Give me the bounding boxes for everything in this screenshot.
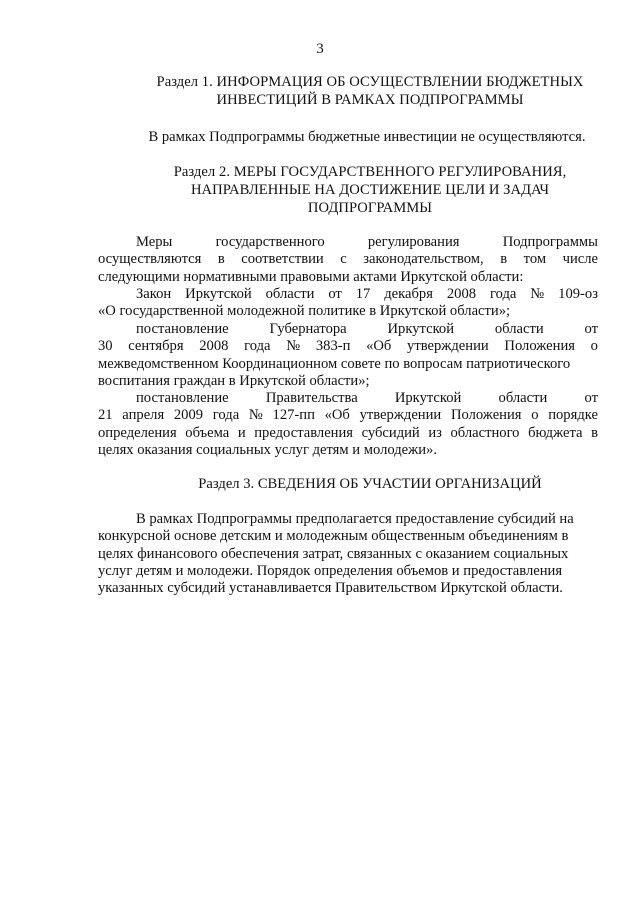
- word: в: [591, 424, 598, 441]
- word: из: [428, 424, 442, 441]
- word: том: [523, 251, 547, 268]
- law-line-2: «О государственной молодежной политике в Иркутской области»;: [98, 303, 511, 320]
- word: Положения: [450, 407, 522, 424]
- resolution-1-line-4: воспитания граждан в Иркутской области»;: [98, 372, 370, 389]
- section-3-line-3: целях финансового обеспечения затрат, связанных с оказанием социальных: [98, 545, 569, 562]
- word: соответствии: [241, 251, 324, 268]
- section-3-body: [98, 511, 598, 597]
- section-1-heading-line-1: Раздел 1. ИНФОРМАЦИЯ ОБ ОСУЩЕСТВЛЕНИИ БЮДЖЕТНЫХ: [156, 74, 584, 90]
- word: 2008: [446, 286, 477, 302]
- word: сентября: [128, 338, 184, 355]
- resolution-1-line-3: межведомственном Координационном совете по вопросам патриотического: [98, 355, 571, 372]
- word: определения: [98, 424, 177, 441]
- section-2-heading-line-1: Раздел 2. МЕРЫ ГОСУДАРСТВЕННОГО РЕГУЛИРОВАНИЯ,: [173, 164, 567, 180]
- word: Подпрограммы: [502, 234, 598, 250]
- word: от: [328, 286, 342, 302]
- word: бюджета: [528, 424, 583, 441]
- word: апреля: [122, 407, 165, 424]
- word: декабря: [384, 286, 433, 302]
- word: 109-оз: [558, 286, 598, 302]
- section-3-line-1: В рамках Подпрограммы предполагается предоставление субсидий на: [136, 511, 574, 527]
- intro-line-2: [98, 251, 598, 268]
- law-line-1: [98, 286, 598, 303]
- word: о: [531, 407, 539, 424]
- word: 21: [98, 407, 113, 424]
- page-number: 3: [316, 41, 324, 57]
- word: 30: [98, 338, 113, 355]
- word: постановление: [136, 390, 229, 406]
- word: №: [248, 407, 263, 424]
- word: Губернатора: [269, 321, 347, 337]
- word: года: [212, 407, 240, 424]
- word: порядке: [548, 407, 598, 424]
- word: Иркутской: [394, 390, 462, 406]
- resolution-1-line-1: [98, 321, 598, 338]
- word: года: [489, 286, 517, 302]
- resolution-1: [98, 321, 598, 390]
- resolution-2: [98, 390, 598, 459]
- section-1-heading-line-2: ИНВЕСТИЦИЙ В РАМКАХ ПОДПРОГРАММЫ: [216, 92, 524, 108]
- word: законодательством,: [363, 251, 484, 268]
- word: утверждении: [359, 407, 442, 424]
- word: Закон: [136, 286, 172, 302]
- word: 383-п: [315, 338, 351, 355]
- word: субсидий: [361, 424, 420, 441]
- word: и: [237, 424, 246, 441]
- resolution-2-line-4: целях оказания социальных услуг детям и молодежи».: [98, 441, 437, 458]
- word: от: [584, 321, 598, 337]
- word: 2008: [199, 338, 229, 355]
- word: области: [494, 321, 544, 337]
- section-3-line-2: конкурсной основе детским и молодежным общественным объединениям в: [98, 528, 569, 545]
- resolution-2-line-3: [98, 425, 598, 442]
- word: в: [217, 251, 225, 268]
- resolution-1-line-2: [98, 338, 598, 355]
- word: 17: [355, 286, 371, 302]
- section-3-line-5: указанных субсидий устанавливается Правительством Иркутской области.: [98, 580, 563, 597]
- section-2-heading-line-3: ПОДПРОГРАММЫ: [307, 200, 433, 216]
- word: 2009: [173, 407, 204, 424]
- word: числе: [562, 251, 598, 268]
- word: Меры: [136, 234, 173, 250]
- section-2-heading: [150, 163, 590, 217]
- section-3-line-4: услуг детям и молодежи. Порядок определения объемов и предоставления: [98, 562, 563, 579]
- word: года: [244, 338, 271, 355]
- section-2-heading-line-2: НАПРАВЛЕННЫЕ НА ДОСТИЖЕНИЕ ЦЕЛИ И ЗАДАЧ: [190, 182, 550, 198]
- word: областного: [450, 424, 520, 441]
- word: Иркутской: [185, 286, 252, 302]
- word: утверждении: [407, 338, 489, 355]
- resolution-2-line-2: [98, 407, 598, 424]
- section-1-heading: [150, 73, 590, 109]
- word: в: [500, 251, 508, 268]
- law-reference: [98, 286, 598, 321]
- word: объема: [185, 424, 230, 441]
- word: Положения: [504, 338, 575, 355]
- intro-line-1: [98, 234, 598, 251]
- word: №: [530, 286, 545, 302]
- word: о: [590, 338, 598, 355]
- section-3-heading: Раздел 3. СВЕДЕНИЯ ОБ УЧАСТИИ ОРГАНИЗАЦИЙ: [198, 476, 542, 492]
- word: от: [584, 390, 598, 406]
- word: №: [286, 338, 301, 355]
- word: государственного: [215, 234, 325, 250]
- section-1-body: В рамках Подпрограммы бюджетные инвестиции не осуществляются.: [148, 129, 586, 145]
- word: регулирования: [367, 234, 460, 250]
- word: с: [340, 251, 347, 268]
- word: области: [498, 390, 548, 406]
- word: Иркутской: [387, 321, 455, 337]
- resolution-2-line-1: [98, 390, 598, 407]
- word: постановление: [136, 321, 229, 337]
- word: области: [265, 286, 315, 302]
- intro-line-3: следующими нормативными правовыми актами Иркутской области:: [98, 268, 524, 285]
- word: «Об: [366, 338, 392, 355]
- word: Правительства: [265, 390, 358, 406]
- word: предоставления: [254, 424, 354, 441]
- word: 127-пп: [272, 407, 315, 424]
- word: «Об: [324, 407, 350, 424]
- section-2-intro: [98, 234, 598, 286]
- word: осуществляются: [98, 251, 202, 268]
